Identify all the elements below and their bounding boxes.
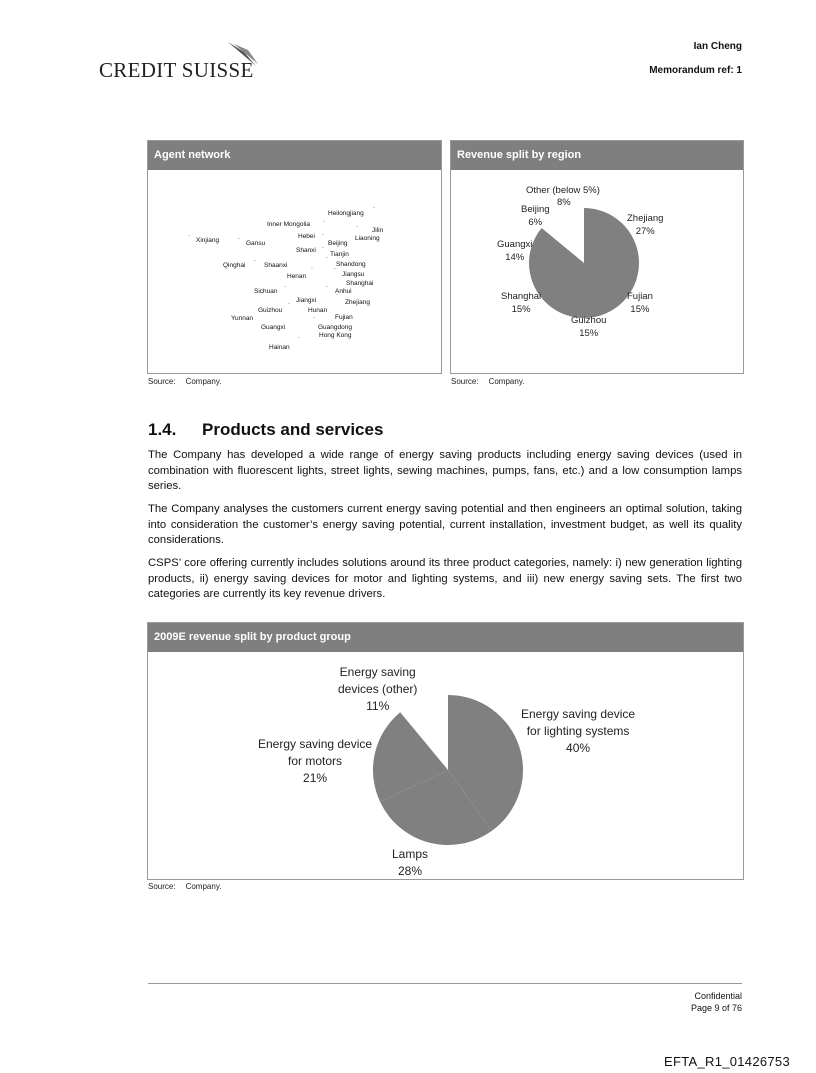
map-label-inner-mongolia: Inner Mongolia	[267, 221, 310, 228]
map-marker: ˉ	[284, 287, 286, 293]
map-marker: ˉ	[322, 235, 324, 241]
region-label-beijing: Beijing 6%	[521, 204, 550, 228]
map-label-jiangxi: Jiangxi	[296, 297, 317, 304]
map-marker: ˉ	[323, 222, 325, 228]
product-chart-title: 2009E revenue split by product group	[148, 623, 743, 652]
product-pie-svg	[148, 652, 743, 878]
paragraph-analysis: The Company analyses the customers current energy saving potential and then engineers an optimal solution, taking into consideration the customer’s energy saving potential, current installation, investment budget, as well its quality considerations.	[148, 503, 742, 546]
map-label-hainan: Hainan	[269, 344, 290, 351]
map-marker: ˉ	[373, 208, 375, 214]
map-label-gansu: Gansu	[246, 240, 266, 247]
region-label-zhejiang: Zhejiang 27%	[627, 213, 664, 237]
map-marker: ˉ	[356, 227, 358, 233]
map-label-guizhou: Guizhou	[258, 307, 283, 314]
agent-network-source: Source: Company.	[148, 377, 222, 386]
map-label-guangdong: Guangdong	[318, 324, 352, 331]
product-label-2: Energy saving device for motors 21%	[258, 737, 373, 785]
map-marker: ˉ	[311, 269, 313, 275]
sailboat-logo-icon	[226, 40, 260, 70]
region-label-fujian: Fujian 15%	[627, 291, 653, 315]
map-label-shandong: Shandong	[336, 261, 366, 268]
map-label-hunan: Hunan	[308, 307, 328, 314]
map-marker: ˉ	[188, 236, 190, 242]
agent-network-panel	[147, 140, 442, 374]
map-label-guangxi: Guangxi	[261, 324, 286, 331]
product-label-0: Energy saving device for lighting systems 40%	[521, 707, 636, 755]
product-label-3: Energy saving devices (other) 11%	[338, 665, 418, 713]
map-label-shanghai: Shanghai	[346, 280, 374, 287]
map-label-xinjiang: Xinjiang	[196, 237, 220, 244]
map-label-henan: Henan	[287, 273, 307, 280]
product-chart-source: Source: Company.	[148, 882, 222, 891]
map-label-anhui: Anhui	[335, 288, 352, 295]
author-name: Ian Cheng	[693, 41, 742, 52]
credit-suisse-logo-text: CREDIT SUISSE	[99, 58, 254, 82]
region-chart-title: Revenue split by region	[451, 141, 743, 170]
map-marker: ˉ	[326, 287, 328, 293]
product-label-1: Lamps 28%	[392, 847, 429, 878]
memorandum-ref: Memorandum ref: 1	[649, 65, 742, 76]
map-marker: ˉ	[288, 304, 290, 310]
map-label-beijing: Beijing	[328, 240, 348, 247]
map-label-shaanxi: Shaanxi	[264, 262, 288, 269]
region-label-other-pct: 8%	[557, 197, 571, 208]
region-pie-svg	[451, 170, 743, 372]
map-label-sichuan: Sichuan	[254, 288, 278, 295]
map-label-jiangsu: Jiangsu	[342, 271, 365, 278]
agent-network-title: Agent network	[148, 141, 441, 170]
map-label-tianjin: Tianjin	[330, 251, 349, 258]
map-marker: ˉ	[298, 338, 300, 344]
map-label-jilin: Jilin	[372, 227, 384, 234]
map-marker: ˉ	[322, 248, 324, 254]
page-number: Page 9 of 76	[690, 1003, 742, 1013]
product-chart-area	[148, 652, 743, 878]
agent-network-map	[148, 170, 441, 372]
map-marker: ˉ	[313, 318, 315, 324]
region-chart-source: Source: Company.	[451, 377, 525, 386]
map-marker: ˉ	[254, 261, 256, 267]
paragraph-products: The Company has developed a wide range of energy saving products including energy saving devices (used in combination with fluorescent lights, street lights, sewing machines, pumps, fans, etc.) and a low consumption lamps series.	[148, 449, 742, 492]
product-chart-panel	[147, 622, 744, 880]
region-label-other-below-: Other (below 5%)	[526, 185, 600, 196]
map-label-yunnan: Yunnan	[231, 315, 254, 322]
region-chart-panel	[450, 140, 744, 374]
map-label-zhejiang: Zhejiang	[345, 299, 370, 306]
map-label-qinghai: Qinghai	[223, 262, 246, 269]
section-title: Products and services	[202, 420, 384, 439]
map-label-hebei: Hebei	[298, 233, 315, 240]
map-marker: ˉ	[326, 258, 328, 264]
region-label-shanghai: Shanghai 15%	[501, 291, 542, 315]
region-chart-area	[451, 170, 743, 372]
map-marker: ˉ	[334, 269, 336, 275]
document-id: EFTA_R1_01426753	[664, 1054, 790, 1069]
confidential-label: Confidential	[694, 991, 742, 1001]
footer-divider	[148, 983, 742, 984]
region-label-guizhou: Guizhou 15%	[571, 315, 607, 339]
map-label-liaoning: Liaoning	[355, 235, 380, 242]
map-label-heilongjiang: Heilongjiang	[328, 210, 364, 217]
section-number: 1.4.	[148, 420, 177, 439]
map-marker: ˉ	[238, 239, 240, 245]
map-label-shanxi: Shanxi	[296, 247, 316, 254]
map-label-fujian: Fujian	[335, 314, 353, 321]
map-label-hong-kong: Hong Kong	[319, 332, 352, 339]
region-label-guangxi: Guangxi 14%	[497, 239, 533, 263]
map-marker: ˉ	[336, 295, 338, 301]
paragraph-core-offering: CSPS’ core offering currently includes solutions around its three product categories, namely: i) new generation lighting products, ii) energy saving devices for motor and lighting systems, and iii) new energy saving sets. The first two categories are currently its key revenue drivers.	[148, 557, 742, 600]
